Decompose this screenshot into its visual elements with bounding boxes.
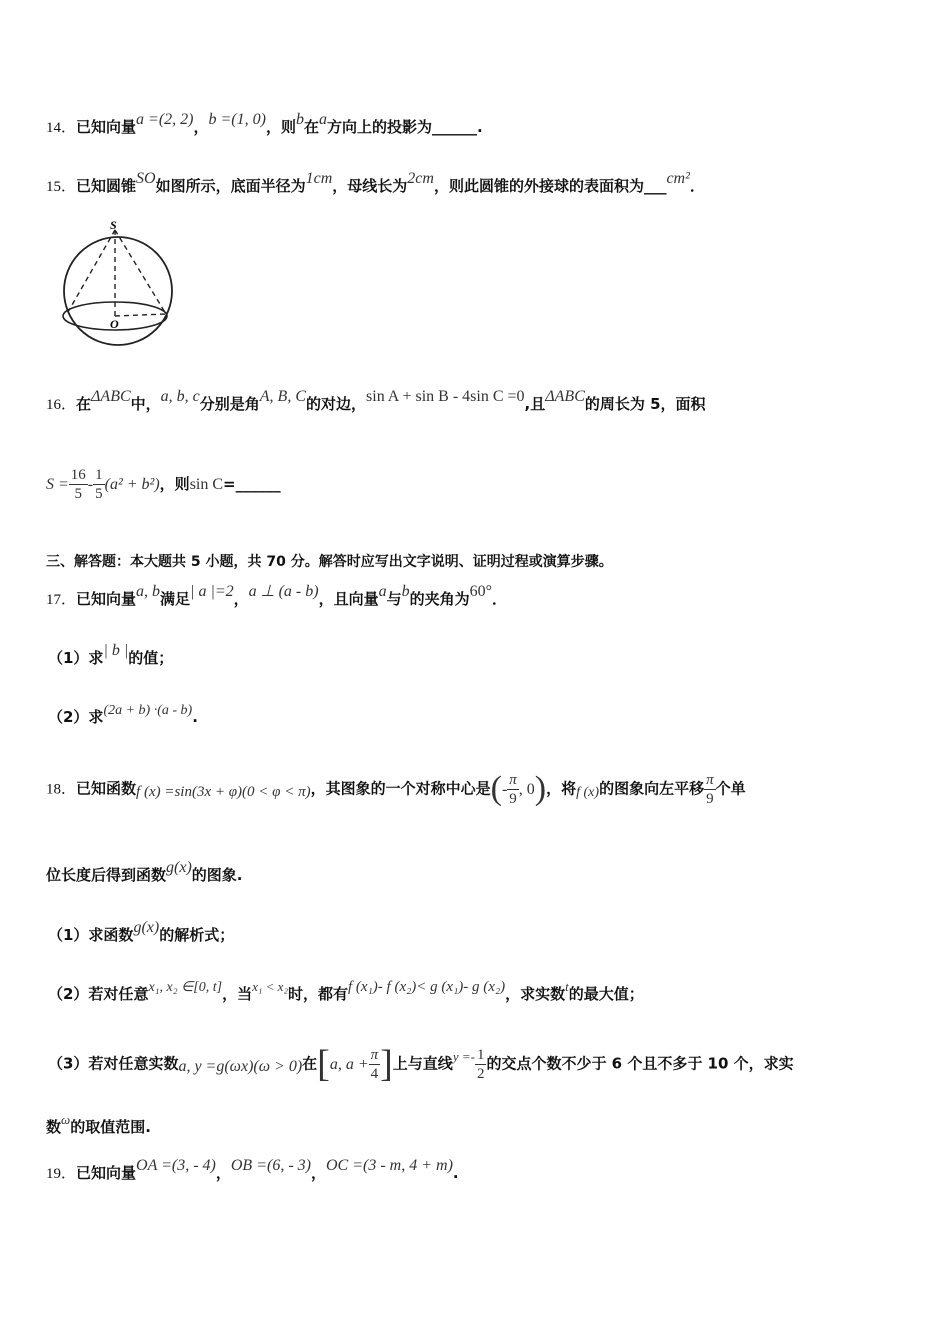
label-o: O [110, 317, 119, 331]
math: SO [136, 170, 156, 187]
text: 在 [303, 118, 319, 136]
denominator: 9 [509, 790, 517, 807]
math: x₁, x₂ ∈[0, t] [148, 980, 223, 995]
numerator: π [509, 771, 517, 788]
text: 与 [386, 590, 402, 608]
paren-right: ) [534, 770, 547, 807]
bracket-left: [ [317, 1043, 330, 1085]
question-17-part-1 [48, 642, 174, 668]
text: 的夹角为 [409, 590, 470, 608]
text: 的图象. [191, 866, 243, 884]
text: ，求实数 [505, 985, 566, 1003]
math: b [401, 583, 410, 600]
fraction [507, 771, 519, 808]
question-number: 19． [46, 1166, 77, 1182]
numerator: 1 [95, 467, 103, 483]
math: - [501, 780, 508, 798]
math: - [87, 476, 94, 493]
text: 数 [46, 1118, 62, 1136]
base-radius [115, 314, 166, 316]
math: S = [46, 476, 69, 493]
text: ，则 [159, 475, 190, 493]
text: ，当 [222, 985, 253, 1003]
text: . [192, 708, 198, 726]
text: 时，都有 [287, 985, 348, 1003]
numerator: π [706, 771, 714, 788]
math: | a |=2 [190, 583, 234, 600]
math: 1cm [305, 170, 333, 187]
text: ， [233, 590, 249, 608]
question-19 [46, 1157, 459, 1183]
math: sin C [189, 476, 224, 493]
text: ． [492, 590, 508, 608]
bracket-right: ] [380, 1043, 393, 1085]
question-18-part-1 [48, 919, 235, 945]
text: 上与直线 [392, 1054, 453, 1073]
text: ， [193, 118, 209, 136]
text: ， [215, 1164, 231, 1182]
text: 中， [130, 395, 161, 413]
question-18-part-3 [48, 1042, 794, 1086]
part-label: （1）求函数 [48, 926, 134, 944]
text: ， [310, 1164, 326, 1182]
text: 的对边， [306, 395, 367, 413]
denominator: 2 [476, 1065, 485, 1082]
text: ,且 [524, 395, 546, 413]
text: 已知圆锥 [76, 177, 137, 195]
question-number: 18． [46, 781, 77, 798]
text: ． [689, 177, 705, 195]
math: y =- [452, 1048, 475, 1064]
text: 方向上的投影为______. [326, 118, 483, 136]
math: b [295, 111, 304, 128]
text: ，且向量 [318, 590, 379, 608]
math: a, b, c [160, 388, 200, 405]
math: a ⊥ (a - b) [248, 583, 319, 600]
math-vector-b: b =(1, 0) [208, 111, 266, 128]
math: a, a + [329, 1055, 369, 1073]
math: | b | [103, 642, 129, 659]
math: OC =(3 - m, 4 + m) [326, 1157, 453, 1174]
text: 的最大值； [568, 985, 644, 1003]
text: . [452, 1164, 459, 1182]
math: a, b [136, 583, 161, 600]
text: 的值； [128, 649, 174, 667]
math: a, y =g(ωx)(ω > 0) [178, 1057, 303, 1075]
math: OA =(3, - 4) [136, 1157, 216, 1174]
text: 已知向量 [76, 118, 137, 136]
denominator: 5 [95, 486, 103, 502]
cone-sphere-figure [58, 216, 184, 350]
question-number: 17． [46, 592, 77, 608]
text: 已知向量 [76, 1164, 137, 1182]
text: 如图所示，底面半径为 [155, 177, 306, 195]
question-18-part-3-cont [46, 1112, 151, 1137]
text: 的解析式； [159, 926, 235, 944]
text: 的图象向左平移 [599, 779, 705, 798]
text: ，将 [546, 779, 577, 798]
text: =______ [223, 475, 281, 493]
fraction [369, 1046, 381, 1083]
text: 已知向量 [76, 590, 137, 608]
text: 分别是角 [199, 395, 260, 413]
part-label: （3）若对任意实数 [48, 1054, 179, 1073]
math: OB =(6, - 3) [230, 1157, 311, 1174]
question-15 [46, 170, 705, 196]
text: 位长度后得到函数 [46, 866, 167, 884]
numerator: 1 [476, 1046, 485, 1063]
question-17-part-2 [48, 703, 198, 727]
math: a [378, 583, 387, 600]
math: g(x) [166, 859, 192, 876]
text: 的交点个数不少于 6 个且不多于 10 个，求实 [486, 1054, 794, 1073]
label-s: S [110, 218, 117, 232]
fraction [93, 466, 105, 503]
text: ，则 [265, 118, 296, 136]
text: ，则此圆锥的外接球的表面积为___ [433, 177, 667, 195]
text: ，其图象的一个对称中心是 [310, 779, 491, 798]
part-label: （2）若对任意 [48, 985, 149, 1003]
math: f (x) [576, 784, 600, 800]
question-16 [46, 388, 706, 414]
part-label: （2）求 [48, 708, 104, 726]
math: a [318, 111, 327, 128]
math: , 0 [518, 780, 535, 798]
numerator: π [370, 1046, 379, 1063]
text: 在 [302, 1054, 318, 1073]
denominator: 9 [704, 789, 716, 808]
question-number: 16． [46, 397, 77, 413]
text: 在 [76, 395, 92, 413]
question-14 [46, 111, 483, 137]
math: A, B, C [259, 388, 306, 405]
question-17 [46, 583, 508, 609]
text: 的周长为 5，面积 [584, 395, 706, 413]
math: g(x) [133, 919, 160, 936]
question-18-part-2 [48, 979, 644, 1004]
question-number: 15． [46, 179, 77, 195]
question-18-line-2 [46, 859, 243, 885]
math: ΔABC [91, 388, 131, 405]
fraction [475, 1046, 487, 1083]
part-label: （1）求 [48, 649, 104, 667]
numerator: 16 [70, 467, 86, 483]
fraction [704, 771, 716, 808]
text: 个单 [715, 779, 746, 798]
text: 已知函数 [76, 779, 137, 798]
math: (2a + b) ·(a - b) [103, 703, 193, 718]
text: 满足 [160, 590, 191, 608]
question-16-area-formula [46, 466, 281, 503]
math: ΔABC [545, 388, 585, 405]
question-18 [46, 770, 746, 808]
paren-left: ( [490, 770, 502, 807]
denominator: 5 [74, 486, 83, 502]
math-function: f (x) =sin(3x + φ)(0 < φ < π) [136, 783, 311, 800]
math: x₁ < x₂ [252, 979, 288, 994]
math-equation: sin A + sin B - 4sin C =0 [366, 388, 525, 405]
denominator: 4 [370, 1065, 379, 1082]
math: ω [61, 1112, 71, 1127]
text: ，母线长为 [332, 177, 408, 195]
math: 60° [469, 583, 493, 600]
fraction [69, 466, 88, 503]
math: t [565, 979, 569, 994]
math: (a² + b²) [104, 476, 160, 493]
math-vector-a: a =(2, 2) [136, 111, 194, 128]
math-unit: cm² [666, 170, 690, 187]
question-number: 14． [46, 120, 77, 136]
cone-left-edge [68, 230, 115, 312]
math: 2cm [407, 170, 434, 187]
section-heading: 三、解答题：本大题共 5 小题，共 70 分。解答时应写出文字说明、证明过程或演算步骤。 [46, 554, 613, 570]
text: 的取值范围. [70, 1118, 151, 1136]
math-inequality: f (x₁)- f (x₂)< g (x₁)- g (x₂) [348, 979, 506, 995]
